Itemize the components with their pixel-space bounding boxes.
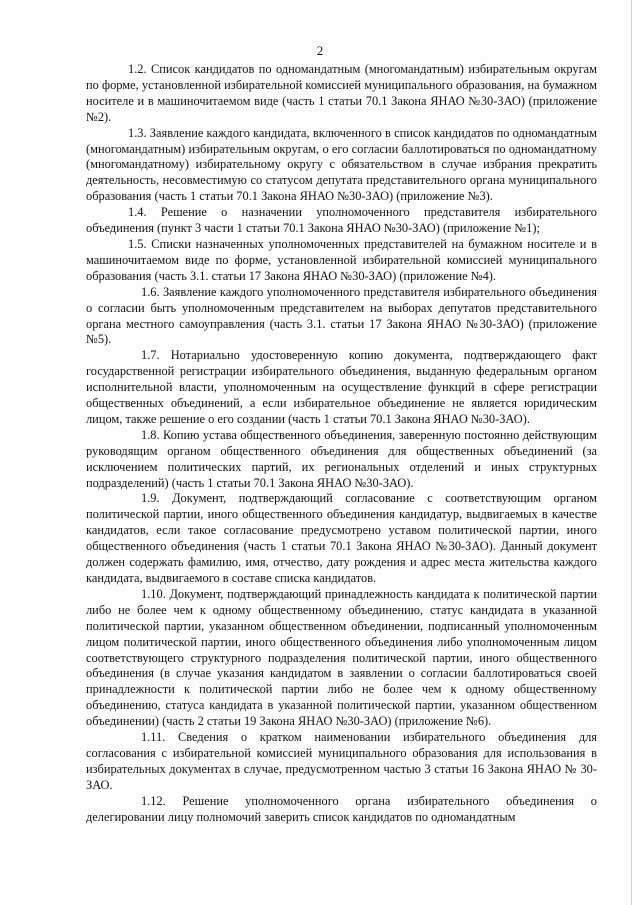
paragraph-1-3: 1.3. Заявление каждого кандидата, включенного в список кандидатов по одномандатным (многомандатным) избирательным округам, о его согласии баллотироваться по одномандатному (многомандатному) избирательному округу с обязательством в случае избрания прекратить деятельность, несовместимую со статусом депутата представительного органа муниципального образования (часть 1 статьи 70.1 Закона ЯНАО №30-ЗАО) (приложение №3).: [86, 125, 597, 204]
paragraph-1-2: 1.2. Список кандидатов по одномандатным (многомандатным) избирательным округам по форме, установленной избирательной комиссией муниципального образования, на бумажном носителе и в машиночитаемом виде (часть 1 статьи 70.1 Закона ЯНАО №30-ЗАО) (приложение №2).: [86, 62, 597, 124]
paragraph-1-11: 1.11. Сведения о кратком наименовании избирательного объединения для согласования с избирательной комиссией муниципального образования для использования в избирательных документах в случае, предусмотренном частью 3 статьи 16 Закона ЯНАО № 30-ЗАО.: [86, 730, 597, 792]
paragraph-1-8: 1.8. Копию устава общественного объединения, заверенную постоянно действующим руководящим органом общественного объединения для общественных объединений (за исключением политических партий, их региональных отделений и иных структурных подразделений) (часть 1 статьи 70.1 Закона ЯНАО №30-ЗАО).: [86, 427, 597, 490]
scan-edge-line: [631, 0, 632, 905]
paragraph-1-4: 1.4. Решение о назначении уполномоченного представителя избирательного объединения (пункт 3 части 1 статьи 70.1 Закона ЯНАО №30-ЗАО) (приложение №1);: [86, 205, 597, 236]
paragraph-1-10: 1.10. Документ, подтверждающий принадлежность кандидата к политической партии либо не более чем к одному общественному объединению, статус кандидата в указанной политической партии, указанном общественном объединении, подписанный уполномоченным лицом политической партии, иного общественного объединения либо уполномоченным лицом соответствующего структурного подразделения политической партии, иного общественного объединения (в случае указания кандидатом в заявлении о согласии баллотироваться своей принадлежности к политической партии либо не более чем к одному общественному объединению, статуса кандидата в указанной политической партии, указанном общественном объединении) (часть 2 статьи 19 Закона ЯНАО №30-ЗАО) (приложение №6).: [86, 586, 597, 729]
paragraph-1-9: 1.9. Документ, подтверждающий согласование с соответствующим органом политической партии, иного общественного объединения кандидатур, выдвигаемых в качестве кандидатов, если такое согласование предусмотрено уставом политической партии, иного общественного объединения (часть 1 статьи 70.1 Закона ЯНАО №30-ЗАО). Данный документ должен содержать фамилию, имя, отчество, дату рождения и адрес места жительства каждого кандидата, выдвигаемого в составе списка кандидатов.: [86, 491, 597, 585]
paragraph-1-7: 1.7. Нотариально удостоверенную копию документа, подтверждающего факт государственной регистрации избирательного объединения, выданную федеральным органом исполнительной власти, уполномоченным на осуществление функций в сфере регистрации общественных объединений, а если избирательное объединение не является юридическим лицом, также решение о его создании (часть 1 статьи 70.1 Закона ЯНАО №30-ЗАО).: [86, 348, 597, 426]
paragraph-1-12: 1.12. Решение уполномоченного органа избирательного объединения о делегировании лицу полномочий заверить список кандидатов по одномандатным: [86, 793, 597, 824]
paragraph-1-6: 1.6. Заявление каждого уполномоченного представителя избирательного объединения о согласии быть уполномоченным представителем на выборах депутатов представительного органа местного самоуправления (часть 3.1. статьи 17 Закона ЯНАО №30-ЗАО) (приложение №5).: [86, 284, 597, 347]
document-body: [86, 62, 597, 826]
page-number: 2: [316, 43, 324, 58]
paragraph-1-5: 1.5. Списки назначенных уполномоченных представителей на бумажном носителе и в машиночитаемом виде по форме, установленной избирательной комиссией муниципального образования (часть 3.1. статьи 17 Закона ЯНАО №30-ЗАО) (приложение №4).: [86, 236, 597, 283]
